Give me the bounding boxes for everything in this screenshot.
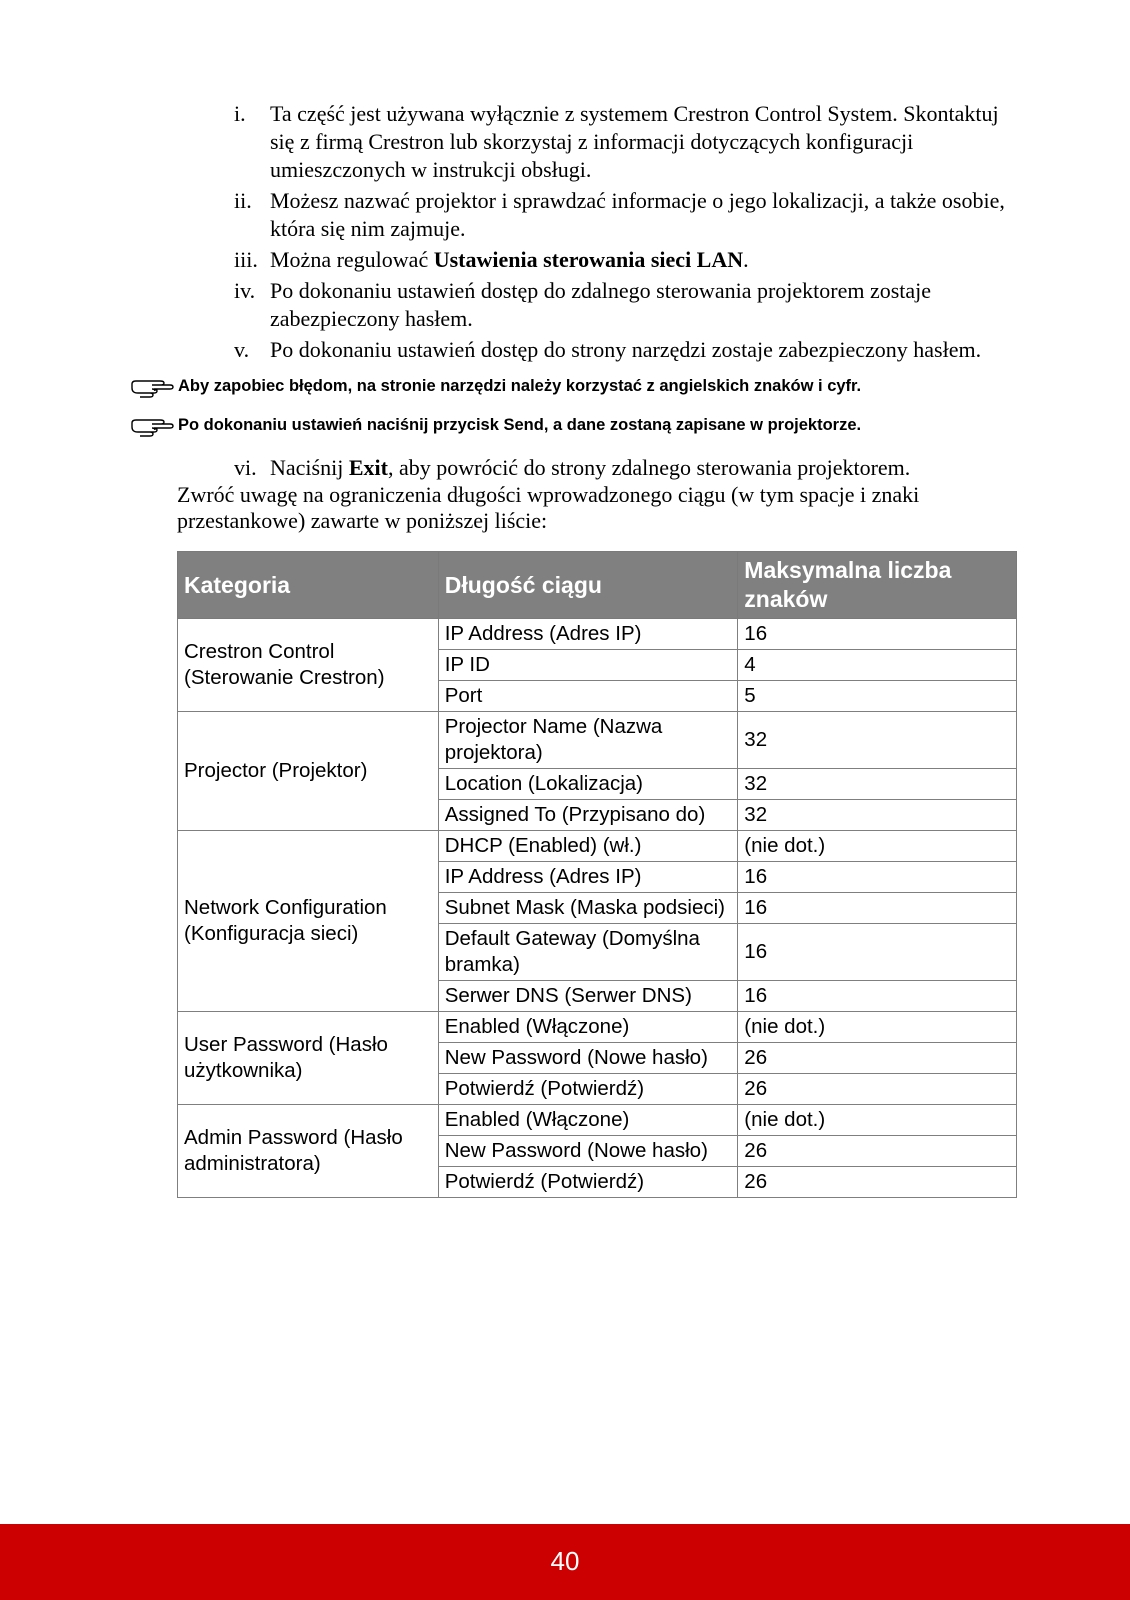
list-item	[234, 100, 1014, 184]
field-cell: Assigned To (Przypisano do)	[438, 800, 738, 831]
field-cell: IP Address (Adres IP)	[438, 619, 738, 650]
value-cell: 16	[738, 619, 1017, 650]
value-cell: 26	[738, 1043, 1017, 1074]
value-cell: 26	[738, 1074, 1017, 1105]
pointing-hand-icon	[130, 413, 174, 437]
list-text: Po dokonaniu ustawień dostęp do strony narzędzi zostaje zabezpieczony hasłem.	[270, 337, 982, 362]
list-number: iii.	[234, 247, 258, 272]
field-cell: New Password (Nowe hasło)	[438, 1043, 738, 1074]
value-cell: (nie dot.)	[738, 1012, 1017, 1043]
field-cell: DHCP (Enabled) (wł.)	[438, 831, 738, 862]
list-text-bold: Ustawienia sterowania sieci LAN	[433, 247, 744, 272]
value-cell: 32	[738, 800, 1017, 831]
field-cell: Potwierdź (Potwierdź)	[438, 1074, 738, 1105]
list-text: Możesz nazwać projektor i sprawdzać informacje o jego lokalizacji, a także osobie, która się nim zajmuje.	[270, 188, 1005, 241]
header-category: Kategoria	[178, 552, 439, 619]
list-item	[234, 336, 1014, 364]
note	[130, 413, 861, 437]
field-cell: Enabled (Włączone)	[438, 1105, 738, 1136]
note	[130, 374, 861, 398]
value-cell: (nie dot.)	[738, 831, 1017, 862]
value-cell: 16	[738, 924, 1017, 981]
footer-bar	[0, 1524, 1130, 1600]
field-cell: Enabled (Włączone)	[438, 1012, 738, 1043]
value-cell: 26	[738, 1136, 1017, 1167]
value-cell: 5	[738, 681, 1017, 712]
category-cell: User Password (Hasło użytkownika)	[178, 1012, 439, 1105]
field-cell: Serwer DNS (Serwer DNS)	[438, 981, 738, 1012]
numbered-list	[234, 100, 1014, 367]
field-cell: Projector Name (Nazwa projektora)	[438, 712, 738, 769]
value-cell: 32	[738, 769, 1017, 800]
field-cell: Port	[438, 681, 738, 712]
list-text-prefix: Można regulować	[270, 247, 434, 272]
value-cell: 4	[738, 650, 1017, 681]
value-cell: 26	[738, 1167, 1017, 1198]
table-header-row	[178, 552, 1017, 619]
category-cell: Network Configuration (Konfiguracja sieci)	[178, 831, 439, 1012]
table-row	[178, 831, 1017, 862]
string-length-table	[177, 551, 1017, 1198]
field-cell: IP Address (Adres IP)	[438, 862, 738, 893]
value-cell: (nie dot.)	[738, 1105, 1017, 1136]
list-text: Ta część jest używana wyłącznie z systemem Crestron Control System. Skontaktuj się z firmą Crestron lub skorzystaj z informacji dotyczących konfiguracji umieszczonych w instrukcji obsługi.	[270, 101, 999, 182]
list-number: vi.	[234, 455, 257, 480]
page-number: 40	[550, 1546, 580, 1576]
category-cell: Admin Password (Hasło administratora)	[178, 1105, 439, 1198]
table-row	[178, 1105, 1017, 1136]
header-max-chars: Maksymalna liczba znaków	[738, 552, 1017, 619]
note-text: Po dokonaniu ustawień naciśnij przycisk Send, a dane zostaną zapisane w projektorze.	[178, 415, 862, 434]
table-row	[178, 619, 1017, 650]
list-number: v.	[234, 337, 250, 362]
list-number: iv.	[234, 278, 256, 303]
field-cell: Potwierdź (Potwierdź)	[438, 1167, 738, 1198]
note-text: Aby zapobiec błędom, na stronie narzędzi należy korzystać z angielskich znaków i cyfr.	[178, 376, 862, 395]
list-text-suffix: , aby powrócić do strony zdalnego sterowania projektorem.	[387, 455, 911, 480]
table-row	[178, 712, 1017, 769]
pointing-hand-icon	[130, 374, 174, 398]
list-text-prefix: Naciśnij	[270, 455, 349, 480]
list-number: ii.	[234, 188, 252, 213]
value-cell: 32	[738, 712, 1017, 769]
field-cell: Location (Lokalizacja)	[438, 769, 738, 800]
field-cell: Subnet Mask (Maska podsieci)	[438, 893, 738, 924]
list-item	[234, 246, 1014, 274]
intro-paragraph: Zwróć uwagę na ograniczenia długości wprowadzonego ciągu (w tym spacje i znaki przestankowe) zawarte w poniższej liście:	[177, 482, 920, 533]
category-cell: Crestron Control (Sterowanie Crestron)	[178, 619, 439, 712]
field-cell: New Password (Nowe hasło)	[438, 1136, 738, 1167]
list-item	[234, 187, 1014, 243]
field-cell: Default Gateway (Domyślna bramka)	[438, 924, 738, 981]
value-cell: 16	[738, 893, 1017, 924]
list-item	[234, 454, 1014, 482]
list-item	[234, 277, 1014, 333]
list-text-suffix: .	[743, 247, 749, 272]
category-cell: Projector (Projektor)	[178, 712, 439, 831]
header-string-length: Długość ciągu	[438, 552, 738, 619]
table-row	[178, 1012, 1017, 1043]
value-cell: 16	[738, 981, 1017, 1012]
list-text-bold: Exit	[348, 455, 388, 480]
value-cell: 16	[738, 862, 1017, 893]
list-text: Po dokonaniu ustawień dostęp do zdalnego sterowania projektorem zostaje zabezpieczony hasłem.	[270, 278, 932, 331]
list-number: i.	[234, 101, 246, 126]
field-cell: IP ID	[438, 650, 738, 681]
